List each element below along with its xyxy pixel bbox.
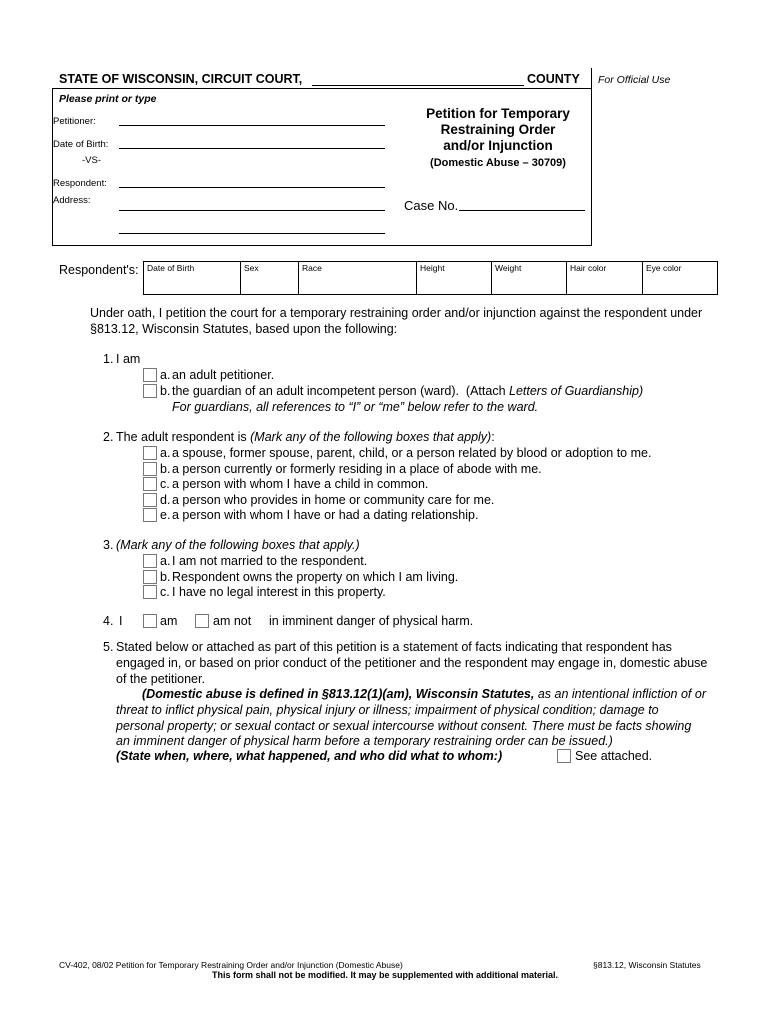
item4-am-not-checkbox[interactable] <box>195 614 209 628</box>
footer-notice: This form shall not be modified. It may be supplemented with additional material. <box>211 970 559 980</box>
item3-option-checkbox[interactable] <box>143 585 157 599</box>
intro-line-2: §813.12, Wisconsin Statutes, based upon the following: <box>90 322 398 336</box>
footer-statute: §813.12, Wisconsin Statutes <box>593 960 701 970</box>
item1b-main: the guardian of an adult incompetent person (ward). (Attach <box>172 384 509 398</box>
item3-option-letter: a. <box>160 554 171 568</box>
item2-number: 2. <box>103 430 114 444</box>
case-no-field[interactable] <box>459 210 585 211</box>
header-bottom-rule <box>52 245 592 246</box>
item2-colon: : <box>491 430 495 444</box>
item2-option-letter: a. <box>160 446 171 460</box>
col-hair[interactable]: Hair color <box>566 262 642 294</box>
item5-line-2: engaged in, or based on prior conduct of the petitioner and the respondent may engage in, domestic abuse <box>116 656 708 670</box>
item4-am-label: am <box>160 614 178 628</box>
item2-option-text: a person who provides in home or community care for me. <box>172 492 495 507</box>
item2-instruction: (Mark any of the following boxes that apply) <box>250 430 492 444</box>
address-label: Address: <box>53 195 91 206</box>
item5-def-line-2: threat to inflict physical pain, physical injury or illness; impairment of physical condition; damage to <box>116 703 659 717</box>
item3-instruction: (Mark any of the following boxes that apply.) <box>116 538 360 552</box>
item1b-letter: b. <box>160 384 171 398</box>
item1b-text <box>172 384 643 398</box>
item2-option-checkbox[interactable] <box>143 446 157 460</box>
item3-option-checkbox[interactable] <box>143 554 157 568</box>
address-field-2[interactable] <box>119 233 385 234</box>
item1-number: 1. <box>103 352 114 366</box>
item2-option-text: a person currently or formerly residing in a place of abode with me. <box>172 461 542 476</box>
item5-def-line-4: an imminent danger of physical harm before a temporary restraining order can be issued.) <box>116 734 613 748</box>
item2-option-text: a person with whom I have or had a dating relationship. <box>172 508 479 523</box>
item2-text: The adult respondent is <box>116 430 251 444</box>
item2-option-checkbox[interactable] <box>143 508 157 522</box>
item3-option-text: Respondent owns the property on which I am living. <box>172 569 459 584</box>
item1-text: I am <box>116 352 141 366</box>
respondent-table-label: Respondent's: <box>59 263 139 277</box>
dob-field[interactable] <box>119 148 385 149</box>
form-title <box>400 106 596 171</box>
item4-tail: in imminent danger of physical harm. <box>269 614 474 628</box>
item2-option-text: a spouse, former spouse, parent, child, or a person related by blood or adoption to me. <box>172 446 652 460</box>
item4-number: 4. <box>103 614 114 628</box>
intro-line-1: Under oath, I petition the court for a temporary restraining order and/or injunction against the respondent under <box>90 306 703 320</box>
item2-option-text: a person with whom I have a child in common. <box>172 477 429 492</box>
item2-option-checkbox[interactable] <box>143 493 157 507</box>
col-eye[interactable]: Eye color <box>642 262 717 294</box>
item2-option-letter: e. <box>160 508 171 523</box>
left-bracket <box>52 88 53 245</box>
item5-definition <box>142 687 706 701</box>
item1-guardian-note: For guardians, all references to “I” or “me” below refer to the ward. <box>172 400 539 414</box>
official-use-label: For Official Use <box>598 74 671 86</box>
item5-line-1: Stated below or attached as part of this petition is a statement of facts indicating that respondent has <box>116 640 672 654</box>
dob-label: Date of Birth: <box>53 139 109 150</box>
see-attached-checkbox[interactable] <box>557 749 571 763</box>
item1b-attachment: Letters of Guardianship) <box>509 384 644 398</box>
vs-label: -VS- <box>82 155 101 166</box>
address-field-1[interactable] <box>119 210 385 211</box>
see-attached-label: See attached. <box>575 749 653 763</box>
petitioner-label: Petitioner: <box>53 116 96 127</box>
col-height[interactable]: Height <box>416 262 491 294</box>
print-note: Please print or type <box>59 93 157 105</box>
item5-def-bold: (Domestic abuse is defined in §813.12(1)(am), Wisconsin Statutes, <box>142 687 535 701</box>
footer-form-id: CV-402, 08/02 Petition for Temporary Restraining Order and/or Injunction (Domestic Abuse) <box>59 960 403 970</box>
col-sex[interactable]: Sex <box>240 262 298 294</box>
case-no-label: Case No. <box>404 198 459 213</box>
item4-am-not-label: am not <box>213 614 252 628</box>
item1a-checkbox[interactable] <box>143 368 157 382</box>
col-weight[interactable]: Weight <box>491 262 566 294</box>
item5-state-instruction: (State when, where, what happened, and who did what to whom:) <box>116 749 503 763</box>
petitioner-field[interactable] <box>119 125 385 126</box>
item1b-checkbox[interactable] <box>143 384 157 398</box>
item3-number: 3. <box>103 538 114 552</box>
county-label: COUNTY <box>527 72 580 86</box>
respondent-label: Respondent: <box>53 178 107 189</box>
item5-def-rest: as an intentional infliction of or <box>534 687 706 701</box>
item3-option-letter: c. <box>160 585 170 600</box>
title-line-3: and/or Injunction <box>443 138 553 153</box>
item2-option-letter: c. <box>160 477 170 492</box>
item2-option-letter: b. <box>160 461 171 476</box>
item1a-letter: a. <box>160 368 171 382</box>
respondent-table <box>143 261 718 295</box>
item5-number: 5. <box>103 640 114 654</box>
county-field[interactable] <box>312 85 524 86</box>
top-rule <box>52 88 592 89</box>
item4-i: I <box>119 614 123 628</box>
item2-heading <box>116 430 495 444</box>
title-subtitle: (Domestic Abuse – 30709) <box>430 157 566 169</box>
item3-option-text: I am not married to the respondent. <box>172 554 368 568</box>
item2-option-checkbox[interactable] <box>143 477 157 491</box>
title-line-1: Petition for Temporary <box>426 106 570 121</box>
item2-option-letter: d. <box>160 492 171 507</box>
item2-option-checkbox[interactable] <box>143 462 157 476</box>
item3-option-letter: b. <box>160 569 171 584</box>
item4-am-checkbox[interactable] <box>143 614 157 628</box>
item1a-text: an adult petitioner. <box>172 368 275 382</box>
item3-option-checkbox[interactable] <box>143 570 157 584</box>
col-race[interactable]: Race <box>298 262 416 294</box>
col-dob[interactable]: Date of Birth <box>147 263 195 273</box>
title-line-2: Restraining Order <box>440 122 556 137</box>
item5-def-line-3: personal property; or sexual contact or sexual intercourse without consent. There must be facts showing <box>116 719 692 733</box>
respondent-field[interactable] <box>119 187 385 188</box>
item5-line-3: of the petitioner. <box>116 672 205 686</box>
item3-option-text: I have no legal interest in this property. <box>172 585 386 600</box>
court-heading: STATE OF WISCONSIN, CIRCUIT COURT, <box>59 72 303 86</box>
